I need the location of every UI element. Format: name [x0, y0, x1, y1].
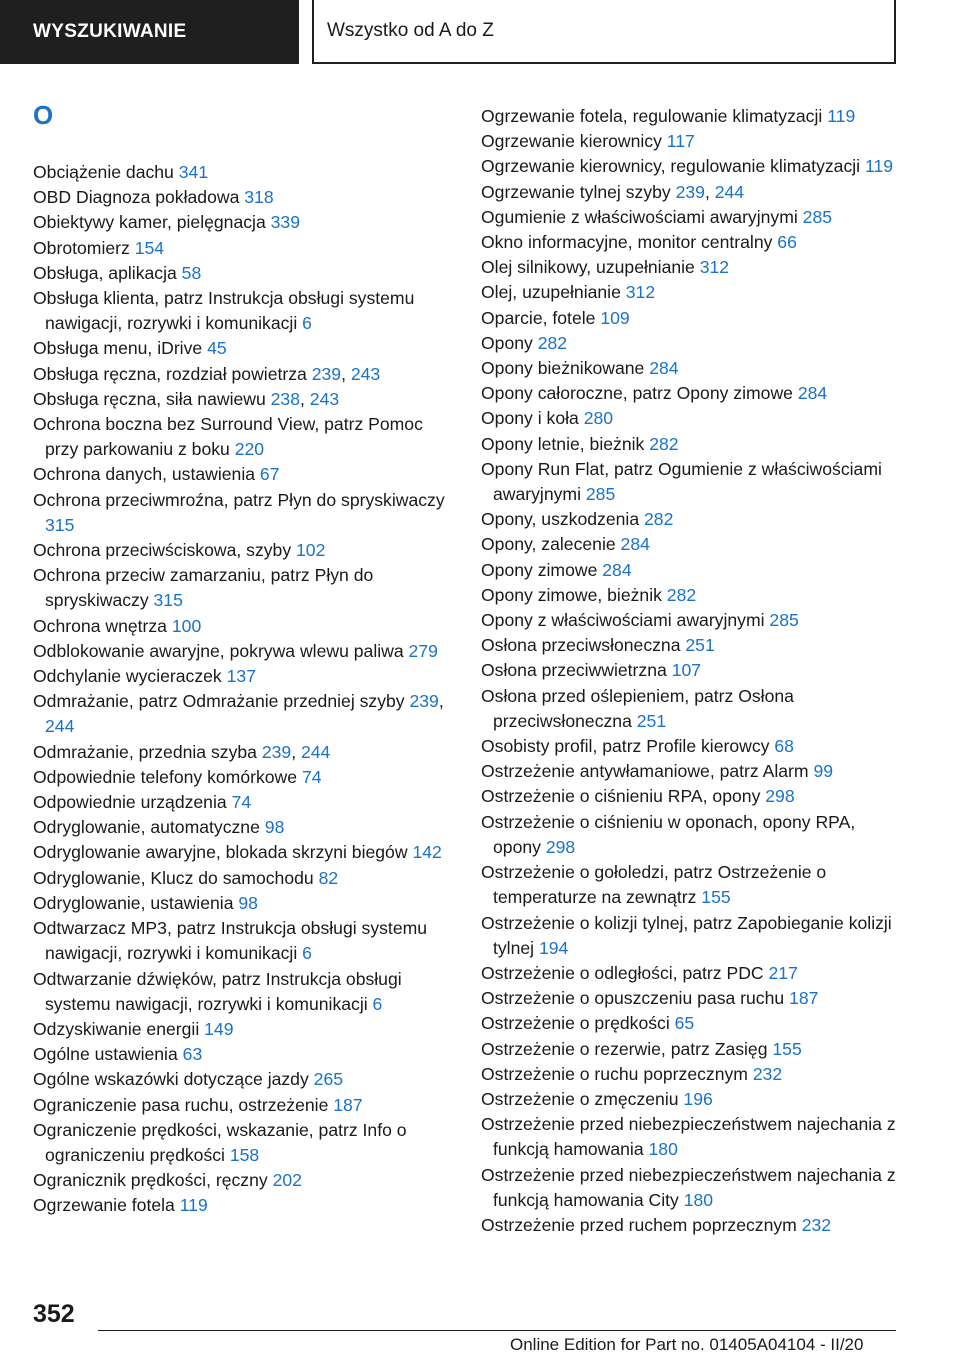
page-reference-link[interactable]: 102 — [296, 540, 326, 561]
page-reference-link[interactable]: 119 — [864, 156, 894, 177]
index-entry — [33, 614, 453, 639]
index-entry — [33, 664, 453, 689]
index-term: Ochrona przeciwściskowa, szyby — [33, 540, 292, 561]
index-term: Ochrona wnętrza — [33, 615, 167, 636]
page-reference-link[interactable]: 6 — [372, 993, 383, 1014]
index-entry: Obsługa ręczna, siła nawiewu 238, 243 — [33, 388, 340, 409]
index-entry — [481, 784, 901, 809]
index-term: Opony letnie, bieżnik — [481, 433, 645, 454]
index-entry — [481, 129, 901, 154]
index-term: Odryglowanie, automatyczne — [33, 817, 260, 838]
page-reference-link[interactable]: 99 — [813, 761, 834, 782]
index-entry — [33, 1093, 453, 1118]
index-entry — [481, 633, 901, 658]
index-entry — [33, 185, 453, 210]
index-term: Odmrażanie, przednia szyba — [33, 741, 257, 762]
index-entry — [33, 1067, 453, 1092]
index-entry: Odmrażanie, patrz Odmrażanie przedniej szyby 239, 244 — [33, 691, 444, 737]
page-reference-link[interactable]: 65 — [674, 1013, 695, 1034]
page-reference-link[interactable]: 149 — [204, 1018, 234, 1039]
page-reference-link[interactable]: 137 — [226, 666, 256, 687]
index-entry — [481, 356, 901, 381]
index-term: Opony, uszkodzenia — [481, 509, 640, 530]
index-term: Obsługa, aplikacja — [33, 262, 177, 283]
index-term: Obiektywy kamer, pielęgnacja — [33, 212, 266, 233]
index-entry — [481, 810, 901, 860]
index-term: Osłona przeciwwietrzna — [481, 660, 667, 681]
index-term: Odtwarzanie dźwięków, patrz Instrukcja obsługi systemu nawigacji, rozrywki i komunikacji — [33, 968, 402, 1014]
index-term: Obsługa ręczna, siła nawiewu — [33, 388, 266, 409]
page-reference-link[interactable]: 232 — [752, 1063, 783, 1084]
index-term: Ostrzeżenie przed ruchem poprzecznym — [481, 1214, 797, 1235]
page-reference-link[interactable]: 202 — [272, 1170, 302, 1191]
page-reference-link[interactable]: 6 — [302, 943, 312, 964]
index-entry — [33, 916, 453, 966]
page-reference-link[interactable]: 68 — [774, 736, 794, 757]
index-term: Ochrona przeciw zamarzaniu, patrz Płyn do spryskiwaczy — [33, 565, 374, 611]
index-term: Odtwarzacz MP3, patrz Instrukcja obsługi systemu nawigacji, rozrywki i komunikacji — [33, 918, 428, 964]
page-reference-link[interactable]: 119 — [827, 106, 856, 126]
index-entry — [33, 1042, 453, 1067]
page-reference-link[interactable]: 238 — [270, 388, 300, 409]
page-reference-link[interactable]: 109 — [600, 307, 630, 328]
index-term: Ogrzewanie fotela — [33, 1195, 175, 1216]
page-reference-link[interactable]: 119 — [179, 1195, 208, 1216]
page-reference-link[interactable]: 339 — [270, 212, 300, 233]
index-entry — [481, 532, 901, 557]
index-term: Ostrzeżenie przed niebezpieczeństwem najechania z funkcją hamowania — [481, 1114, 896, 1160]
page-reference-link[interactable]: 282 — [537, 332, 568, 353]
page-reference-link[interactable]: 82 — [318, 867, 339, 888]
index-term: Olej, uzupełnianie — [481, 282, 621, 303]
page-reference-link[interactable]: 265 — [313, 1069, 344, 1090]
page-reference-link[interactable]: 58 — [181, 262, 202, 283]
index-entry — [33, 765, 453, 790]
index-entry — [481, 255, 901, 280]
index-entry — [481, 154, 901, 179]
page-reference-link[interactable]: 194 — [538, 937, 569, 958]
page-reference-link[interactable]: 298 — [765, 786, 795, 807]
index-entry — [481, 432, 901, 457]
index-term: Opony, zalecenie — [481, 534, 616, 555]
index-entry — [33, 1168, 453, 1193]
index-term: Odpowiednie telefony komórkowe — [33, 766, 298, 787]
index-term: Ostrzeżenie o zmęczeniu — [481, 1088, 679, 1109]
index-term: OBD Diagnoza pokładowa — [33, 187, 240, 208]
page-reference-link[interactable]: 180 — [683, 1189, 714, 1210]
index-entry — [33, 891, 453, 916]
index-term: Opony zimowe, bieżnik — [481, 584, 662, 605]
index-term: Odzyskiwanie energii — [33, 1018, 200, 1039]
index-entry — [481, 381, 901, 406]
index-entry — [33, 563, 453, 613]
index-term: Ograniczenie pasa ruchu, ostrzeżenie — [33, 1094, 329, 1115]
index-entry — [481, 280, 901, 305]
footer-divider — [98, 1330, 896, 1331]
page-reference-link[interactable]: 98 — [264, 817, 285, 838]
page-reference-link[interactable]: 239 — [675, 181, 705, 202]
index-entry: Ogrzewanie tylnej szyby 239, 244 — [481, 181, 745, 202]
page-reference-link[interactable]: 239 — [311, 363, 342, 384]
index-entry: Odmrażanie, przednia szyba 239, 244 — [33, 741, 331, 762]
index-entry — [481, 1037, 901, 1062]
index-entry — [481, 1213, 901, 1238]
page-reference-link[interactable]: 155 — [772, 1038, 802, 1059]
index-entry — [33, 286, 453, 336]
page-reference-link[interactable]: 298 — [545, 836, 576, 857]
index-entry — [481, 734, 901, 759]
index-term: Ostrzeżenie o opuszczeniu pasa ruchu — [481, 988, 785, 1009]
index-term: Odchylanie wycieraczek — [33, 666, 222, 687]
index-entry — [33, 967, 453, 1017]
index-term: Okno informacyjne, monitor centralny — [481, 232, 773, 253]
index-term: Ochrona przeciwmroźna, patrz Płyn do spryskiwaczy — [33, 489, 445, 510]
page-reference-link[interactable]: 155 — [701, 887, 731, 908]
page-reference-link[interactable]: 282 — [666, 584, 697, 605]
index-entry — [481, 986, 901, 1011]
page-reference-link[interactable]: 244 — [45, 716, 75, 737]
index-entry — [33, 790, 453, 815]
index-term: Ostrzeżenie o rezerwie, patrz Zasięg — [481, 1038, 768, 1059]
index-term: Ogólne wskazówki dotyczące jazdy — [33, 1069, 309, 1090]
index-entry — [33, 840, 453, 865]
index-term: Ochrona boczna bez Surround View, patrz Pomoc przy parkowaniu z boku — [33, 414, 423, 460]
index-entry — [481, 608, 901, 633]
index-entry — [33, 462, 453, 487]
page-reference-link[interactable]: 244 — [300, 741, 331, 762]
page-number: 352 — [33, 1300, 75, 1328]
index-entry — [481, 961, 901, 986]
index-term: Opony bieżnikowane — [481, 358, 645, 379]
page-reference-link[interactable]: 282 — [644, 509, 674, 530]
index-term: Obsługa klienta, patrz Instrukcja obsługi systemu nawigacji, rozrywki i komunikacji — [33, 288, 415, 334]
index-term: Ostrzeżenie o ruchu poprzecznym — [481, 1063, 748, 1084]
page-reference-link[interactable]: 158 — [229, 1144, 260, 1165]
index-term: Odryglowanie, Klucz do samochodu — [33, 867, 314, 888]
index-entry — [33, 236, 453, 261]
page-reference-link[interactable]: 66 — [777, 232, 797, 253]
page-reference-link[interactable]: 279 — [408, 640, 438, 661]
page-reference-link[interactable]: 284 — [649, 358, 679, 379]
index-term: Ogólne ustawienia — [33, 1044, 178, 1065]
page-reference-link[interactable]: 243 — [350, 363, 381, 384]
page-reference-link[interactable]: 187 — [789, 988, 819, 1009]
index-entry — [33, 538, 453, 563]
index-entry — [481, 507, 901, 532]
index-term: Osłona przed oślepieniem, patrz Osłona przeciwsłoneczna — [481, 685, 794, 731]
index-term: Obsługa menu, iDrive — [33, 338, 203, 359]
page-reference-link[interactable]: 315 — [153, 590, 183, 611]
index-term: Ostrzeżenie antywłamaniowe, patrz Alarm — [481, 761, 809, 782]
page-reference-link[interactable]: 318 — [244, 187, 274, 208]
page-reference-link[interactable]: 98 — [238, 892, 258, 913]
index-term: Ogrzewanie tylnej szyby — [481, 181, 671, 202]
index-column-left — [33, 160, 453, 1219]
index-term: Ostrzeżenie o ciśnieniu w oponach, opony RPA, opony — [481, 811, 856, 857]
page-reference-link[interactable]: 244 — [714, 181, 745, 202]
index-entry — [481, 104, 901, 129]
page-reference-link[interactable]: 63 — [182, 1044, 203, 1065]
page-reference-link[interactable]: 217 — [768, 962, 798, 983]
page-header — [0, 0, 960, 66]
index-entry — [481, 1011, 901, 1036]
index-entry — [481, 1087, 901, 1112]
index-entry — [481, 558, 901, 583]
page-reference-link[interactable]: 282 — [649, 433, 679, 454]
page-reference-link[interactable]: 180 — [648, 1139, 678, 1160]
index-entry — [33, 210, 453, 235]
index-term: Opony — [481, 332, 533, 353]
page-reference-link[interactable]: 6 — [302, 313, 312, 334]
index-entry — [481, 306, 901, 331]
index-entry — [481, 230, 901, 255]
index-term: Ostrzeżenie o ciśnieniu RPA, opony — [481, 786, 761, 807]
index-entry — [481, 860, 901, 910]
page-reference-link[interactable]: 251 — [636, 710, 667, 731]
page-reference-link[interactable]: 74 — [301, 766, 322, 787]
index-entry — [481, 1112, 901, 1162]
index-term: Opony całoroczne, patrz Opony zimowe — [481, 383, 793, 404]
index-entry — [33, 815, 453, 840]
index-term: Oparcie, fotele — [481, 307, 596, 328]
index-term: Odblokowanie awaryjne, pokrywa wlewu paliwa — [33, 640, 404, 661]
index-entry — [481, 759, 901, 784]
page-reference-link[interactable]: 285 — [585, 484, 616, 505]
page-reference-link[interactable]: 285 — [802, 206, 833, 227]
page-reference-link[interactable]: 100 — [171, 615, 202, 636]
index-term: Ogumienie z właściwościami awaryjnymi — [481, 206, 798, 227]
index-entry — [33, 1118, 453, 1168]
index-term: Odryglowanie, ustawienia — [33, 892, 234, 913]
index-term: Ostrzeżenie o prędkości — [481, 1013, 670, 1034]
index-term: Opony Run Flat, patrz Ogumienie z właściwościami awaryjnymi — [481, 458, 882, 505]
index-term: Obsługa ręczna, rozdział powietrza — [33, 363, 307, 384]
index-term: Opony z właściwościami awaryjnymi — [481, 610, 765, 631]
index-term: Obrotomierz — [33, 237, 130, 258]
index-entry — [481, 583, 901, 608]
page-reference-link[interactable]: 285 — [769, 610, 799, 631]
index-entry — [481, 1163, 901, 1213]
page-reference-link[interactable]: 187 — [333, 1094, 363, 1115]
page-reference-link[interactable]: 45 — [207, 338, 227, 359]
footer-edition-text: Online Edition for Part no. 01405A04104 - II/20 — [510, 1335, 864, 1354]
index-entry — [33, 866, 453, 891]
index-entry — [33, 1193, 453, 1218]
index-entry — [481, 658, 901, 683]
index-entry — [481, 457, 901, 507]
index-term: Ostrzeżenie o gołoledzi, patrz Ostrzeżenie o temperaturze na zewnątrz — [481, 862, 827, 908]
index-entry — [33, 261, 453, 286]
page-reference-link[interactable]: 284 — [602, 559, 632, 580]
index-term: Olej silnikowy, uzupełnianie — [481, 257, 695, 278]
page-reference-link[interactable]: 107 — [671, 660, 702, 681]
page-reference-link[interactable]: 315 — [45, 514, 75, 535]
index-term: Ograniczenie prędkości, wskazanie, patrz Info o ograniczeniu prędkości — [33, 1119, 407, 1165]
index-term: Osłona przeciwsłoneczna — [481, 635, 681, 656]
page-reference-link[interactable]: 239 — [409, 691, 439, 712]
index-entry — [481, 911, 901, 961]
page-reference-link[interactable]: 239 — [261, 741, 292, 762]
index-entry — [33, 336, 453, 361]
index-entry — [481, 406, 901, 431]
index-entry — [481, 1062, 901, 1087]
index-entry — [481, 205, 901, 230]
index-entry — [33, 1017, 453, 1042]
page-reference-link[interactable]: 243 — [309, 388, 340, 409]
index-entry — [33, 412, 453, 462]
index-term: Odryglowanie awaryjne, blokada skrzyni biegów — [33, 842, 408, 863]
index-term: Ochrona danych, ustawienia — [33, 464, 256, 485]
index-term: Ogrzewanie kierownicy — [481, 131, 662, 152]
page-reference-link[interactable]: 284 — [797, 383, 828, 404]
index-term: Opony i koła — [481, 408, 579, 429]
page-title: Wszystko od A do Z — [312, 0, 896, 64]
index-entry — [481, 331, 901, 356]
index-term: Ostrzeżenie o odległości, patrz PDC — [481, 962, 764, 983]
page-reference-link[interactable]: 312 — [625, 282, 656, 303]
page-reference-link[interactable]: 142 — [412, 842, 442, 863]
index-term: Ogranicznik prędkości, ręczny — [33, 1170, 268, 1191]
index-entry: Obsługa ręczna, rozdział powietrza 239, 243 — [33, 363, 381, 384]
page-reference-link[interactable]: 280 — [583, 408, 614, 429]
page-reference-link[interactable]: 232 — [801, 1214, 832, 1235]
index-term: Osobisty profil, patrz Profile kierowcy — [481, 736, 770, 757]
index-letter-heading: O — [33, 100, 54, 130]
index-term: Opony zimowe — [481, 559, 598, 580]
page-reference-link[interactable]: 154 — [134, 237, 165, 258]
index-column-right — [481, 104, 901, 1238]
index-entry — [481, 684, 901, 734]
index-term: Ogrzewanie kierownicy, regulowanie klimatyzacji — [481, 156, 861, 177]
index-term: Obciążenie dachu — [33, 162, 174, 182]
index-term: Odpowiednie urządzenia — [33, 792, 227, 813]
page-reference-link[interactable]: 220 — [234, 439, 265, 460]
index-entry — [33, 160, 453, 185]
page-reference-link[interactable]: 251 — [685, 635, 715, 656]
page-reference-link[interactable]: 74 — [231, 792, 252, 813]
page-reference-link[interactable]: 284 — [620, 534, 650, 555]
index-term: Ostrzeżenie przed niebezpieczeństwem najechania z funkcją hamowania City — [481, 1164, 896, 1210]
index-term: Ogrzewanie fotela, regulowanie klimatyzacji — [481, 106, 823, 126]
index-term: Ostrzeżenie o kolizji tylnej, patrz Zapobieganie kolizji tylnej — [481, 912, 892, 958]
section-tab[interactable]: WYSZUKIWANIE — [0, 0, 299, 64]
index-term: Odmrażanie, patrz Odmrażanie przedniej szyby — [33, 691, 405, 712]
page-reference-link[interactable]: 67 — [259, 464, 280, 485]
index-entry — [33, 639, 453, 664]
page-reference-link[interactable]: 196 — [683, 1088, 713, 1109]
page-reference-link[interactable]: 117 — [666, 131, 695, 152]
index-entry — [33, 488, 453, 538]
page-reference-link[interactable]: 312 — [699, 257, 730, 278]
page-reference-link[interactable]: 341 — [178, 162, 209, 182]
